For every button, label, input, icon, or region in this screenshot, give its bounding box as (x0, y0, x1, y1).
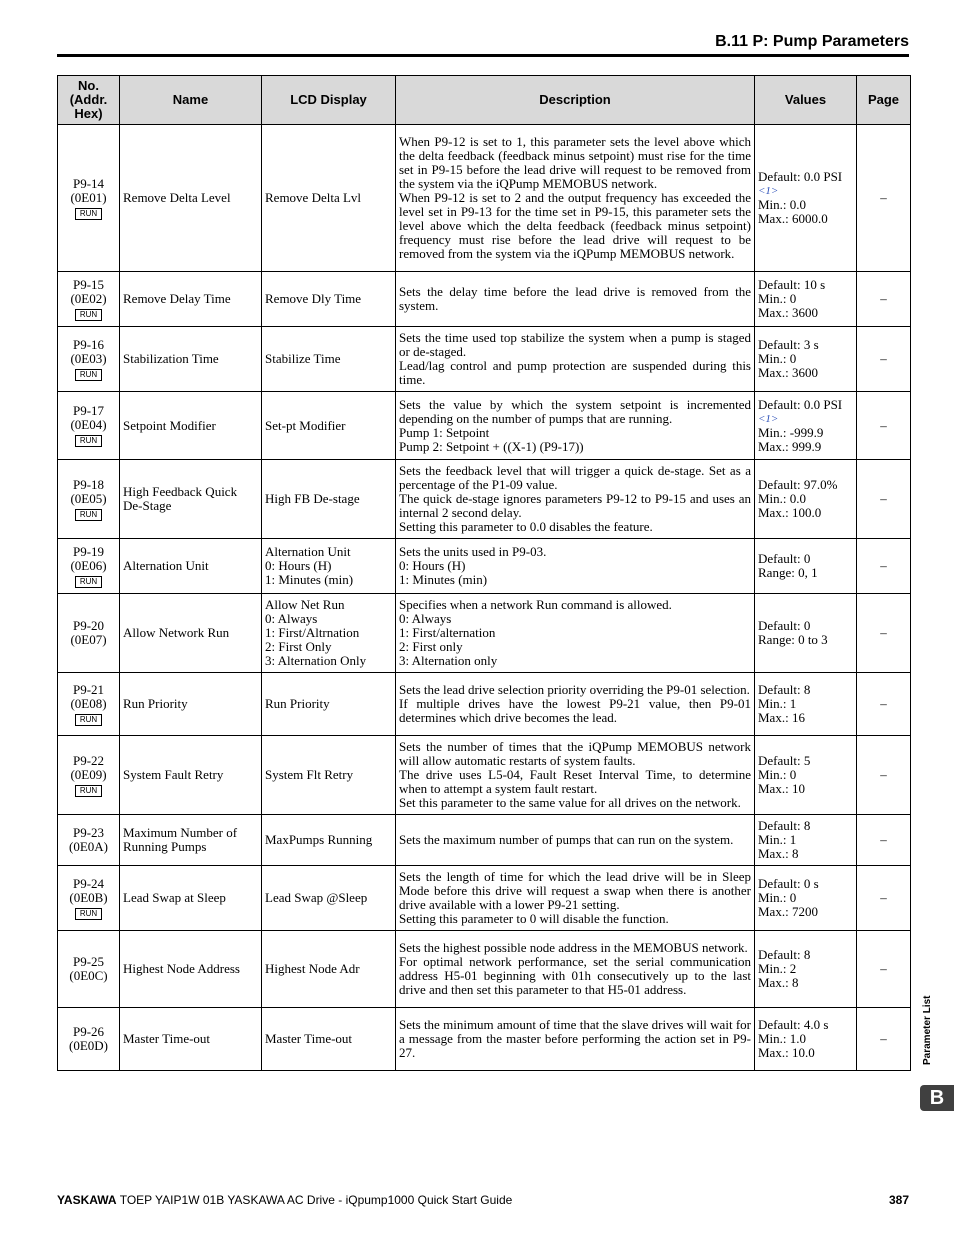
value-line: Default: 97.0% (758, 477, 838, 492)
description-line: Specifies when a network Run command is allowed. (399, 597, 672, 612)
description-line: When P9-12 is set to 2 and the output frequency has exceeded the level set in P9-13 for the time set in P9-15, this parameter sets the level above which the delta feedback (feedback minus setpoint) frequency must rise before the lead drive will request to be removed from the system via the iQPump MEMOBUS network. (399, 190, 751, 261)
page-cell (857, 460, 911, 539)
param-number-cell (58, 673, 120, 736)
param-name: Setpoint Modifier (123, 417, 216, 433)
param-name: Allow Network Run (123, 625, 230, 640)
lcd-line: 1: First/Altrnation (265, 625, 360, 640)
param-name-cell (120, 1008, 262, 1071)
param-number-cell (58, 392, 120, 460)
table-row (58, 931, 911, 1008)
value-line: Min.: 1.0 (758, 1031, 807, 1046)
table-row (58, 460, 911, 539)
page-cell (857, 1008, 911, 1071)
lcd-line: Remove Delta Lvl (265, 190, 362, 205)
lcd-line: 1: Minutes (min) (265, 572, 354, 587)
param-address: (0E09) (70, 766, 107, 782)
param-name-cell (120, 125, 262, 272)
table-header-row (58, 76, 911, 125)
description-line: The drive uses L5-04, Fault Reset Interval Time, to determine when to attempt a system fault restart. (399, 767, 751, 796)
param-address: (0E0A) (69, 839, 108, 854)
param-number-cell (58, 460, 120, 539)
lcd-line: Run Priority (265, 696, 330, 711)
param-number-cell (58, 1008, 120, 1071)
run-badge: RUN (75, 576, 102, 588)
lcd-display-cell (262, 594, 396, 673)
table-row (58, 815, 911, 866)
column-header-values: Values (755, 76, 857, 125)
param-number-cell (58, 736, 120, 815)
lcd-line: MaxPumps Running (265, 832, 373, 847)
param-number: P9-22 (72, 752, 105, 768)
value-line: Min.: 2 (758, 961, 797, 976)
run-badge: RUN (75, 435, 102, 447)
value-line: Range: 0, 1 (758, 565, 818, 580)
description-line: 1: Minutes (min) (399, 572, 488, 587)
run-badge: RUN (75, 369, 102, 381)
values-cell (755, 539, 857, 594)
description-line: Pump 2: Setpoint + ((X-1) (P9-17)) (399, 438, 584, 454)
page-cell (857, 125, 911, 272)
value-line: Default: 0 (758, 618, 811, 633)
lcd-line: Set-pt Modifier (265, 417, 346, 433)
param-number: P9-21 (72, 681, 105, 697)
description-cell (396, 673, 755, 736)
description-line: Sets the time used top stabilize the system when a pump is staged or de-staged. (399, 330, 751, 359)
lcd-line: Highest Node Adr (265, 961, 360, 976)
values-cell (755, 392, 857, 460)
run-badge: RUN (75, 309, 102, 321)
param-number: P9-26 (72, 1024, 105, 1039)
values-cell (755, 327, 857, 392)
lcd-display-cell (262, 815, 396, 866)
param-name-cell (120, 866, 262, 931)
lcd-display-cell (262, 392, 396, 460)
param-name-cell (120, 673, 262, 736)
lcd-display-cell (262, 272, 396, 327)
page-number: 387 (888, 1193, 909, 1207)
page-ref: – (880, 961, 887, 976)
run-badge: RUN (75, 208, 102, 220)
value-line: Range: 0 to 3 (758, 632, 828, 647)
lcd-line: Lead Swap @Sleep (265, 890, 368, 905)
param-number: P9-18 (72, 476, 105, 492)
value-line: Max.: 100.0 (758, 505, 822, 520)
lcd-display-cell (262, 327, 396, 392)
table-row (58, 736, 911, 815)
lcd-display-cell (262, 673, 396, 736)
title-rule (57, 54, 909, 57)
run-badge: RUN (75, 509, 102, 521)
param-name: Master Time-out (123, 1031, 211, 1046)
footnote-ref: <1> (758, 185, 779, 197)
lcd-line: System Flt Retry (265, 767, 354, 782)
page-ref: – (880, 832, 887, 847)
param-address: (0E0B) (69, 889, 108, 905)
description-cell (396, 272, 755, 327)
param-number: P9-25 (72, 954, 105, 969)
value-line: Default: 8 (758, 947, 811, 962)
lcd-display-cell (262, 866, 396, 931)
value-line: Default: 0.0 PSI (758, 396, 843, 412)
page-cell (857, 539, 911, 594)
param-number: P9-15 (72, 276, 105, 292)
param-number-cell (58, 272, 120, 327)
param-number: P9-14 (72, 175, 105, 191)
param-number: P9-23 (72, 825, 105, 840)
page-ref: – (880, 767, 887, 782)
value-line: Min.: 0 (758, 291, 797, 306)
description-cell (396, 539, 755, 594)
page-ref: – (880, 696, 887, 711)
param-number: P9-17 (72, 403, 105, 418)
lcd-line: 2: First Only (265, 639, 332, 654)
values-cell (755, 125, 857, 272)
description-cell (396, 594, 755, 673)
page-ref: – (880, 625, 887, 640)
description-line: 3: Alternation only (399, 653, 498, 668)
lcd-line: High FB De-stage (265, 491, 360, 506)
value-line: Default: 0 s (758, 876, 819, 891)
value-line: Max.: 10 (758, 781, 805, 796)
description-cell (396, 866, 755, 931)
value-line: Max.: 6000.0 (758, 211, 828, 226)
page-cell (857, 931, 911, 1008)
table-body (58, 125, 911, 1071)
description-line: Set this parameter to the same value for all drives on the network. (399, 795, 741, 810)
param-address: (0E08) (70, 695, 107, 711)
footer-doc-title: TOEP YAIP1W 01B YASKAWA AC Drive - iQpump1000 Quick Start Guide (119, 1193, 513, 1207)
description-line: Sets the feedback level that will trigger a quick de-stage. Set as a percentage of the P1-09 value. (399, 463, 751, 492)
value-line: Max.: 8 (758, 975, 799, 990)
param-name: Remove Delta Level (123, 190, 231, 205)
value-line: Default: 0.0 PSI (758, 169, 843, 184)
appendix-tab[interactable]: B (920, 1085, 954, 1111)
param-name: Maximum Number of Running Pumps (123, 825, 238, 854)
description-line: If multiple drives have the lowest P9-21 value, then P9-01 determines which drive becomes the lead. (399, 696, 751, 725)
run-badge: RUN (75, 785, 102, 797)
param-address: (0E06) (70, 557, 107, 573)
footer-doc (57, 1193, 512, 1207)
column-header-no: No. (Addr. Hex) (58, 76, 120, 125)
lcd-line: 0: Always (265, 611, 318, 626)
param-name-cell (120, 460, 262, 539)
value-line: Max.: 7200 (758, 904, 818, 919)
page-ref: – (880, 291, 887, 306)
param-name: Run Priority (123, 696, 188, 711)
description-line: 0: Hours (H) (399, 558, 466, 573)
page-ref: – (880, 417, 887, 433)
param-number-cell (58, 539, 120, 594)
description-cell (396, 327, 755, 392)
table-row (58, 866, 911, 931)
param-name: High Feedback Quick De-Stage (123, 484, 238, 513)
description-line: Sets the number of times that the iQPump MEMOBUS network will allow automatic restarts of system faults. (399, 739, 751, 768)
column-header-page: Page (857, 76, 911, 125)
param-name: Alternation Unit (123, 558, 209, 573)
page-cell (857, 327, 911, 392)
value-line: Max.: 3600 (758, 365, 818, 380)
value-line: Default: 10 s (758, 277, 826, 292)
section-title: B.11 P: Pump Parameters (715, 33, 909, 50)
description-line: Setting this parameter to 0 will disable the function. (399, 911, 669, 926)
value-line: Default: 4.0 s (758, 1017, 829, 1032)
table-row (58, 392, 911, 460)
value-line: Min.: 1 (758, 696, 797, 711)
value-line: Min.: 1 (758, 832, 797, 847)
lcd-line: 3: Alternation Only (265, 653, 367, 668)
page-cell (857, 673, 911, 736)
values-cell (755, 736, 857, 815)
description-line: Sets the length of time for which the lead drive will be in Sleep Mode before this drive will request a swap when there is another drive available with a lower P9-21 setting. (399, 869, 751, 912)
lcd-display-cell (262, 460, 396, 539)
value-line: Max.: 999.9 (758, 438, 822, 454)
param-address: (0E02) (70, 290, 107, 306)
table-row (58, 594, 911, 673)
table-row (58, 539, 911, 594)
page-ref: – (880, 351, 887, 366)
param-name-cell (120, 327, 262, 392)
description-cell (396, 931, 755, 1008)
page-ref: – (880, 890, 887, 905)
description-line: Sets the maximum number of pumps that can run on the system. (399, 832, 734, 847)
description-line: Sets the units used in P9-03. (399, 544, 547, 559)
footer-brand: YASKAWA (57, 1193, 117, 1207)
value-line: Max.: 8 (758, 846, 799, 861)
param-number-cell (58, 125, 120, 272)
param-name: Lead Swap at Sleep (123, 890, 226, 905)
param-name: Highest Node Address (123, 961, 240, 976)
values-cell (755, 673, 857, 736)
lcd-line: Remove Dly Time (265, 291, 362, 306)
value-line: Min.: 0 (758, 890, 797, 905)
lcd-line: Stabilize Time (265, 351, 341, 366)
table-row (58, 673, 911, 736)
page-cell (857, 594, 911, 673)
description-line: The quick de-stage ignores parameters P9-12 to P9-15 and uses an internal 2 second delay. (399, 491, 751, 520)
value-line: Min.: 0 (758, 351, 797, 366)
column-header-lcd: LCD Display (262, 76, 396, 125)
page-cell (857, 736, 911, 815)
lcd-line: Alternation Unit (265, 544, 351, 559)
lcd-display-cell (262, 931, 396, 1008)
value-line: Default: 0 (758, 551, 811, 566)
page-ref: – (880, 558, 887, 573)
description-line: When P9-12 is set to 1, this parameter sets the level above which the delta feedback (feedback minus setpoint) must rise for the time set in P9-15 before the lead drive will request to be removed from the system via the iQPump MEMOBUS network. (399, 134, 751, 191)
param-name: Remove Delay Time (123, 291, 231, 306)
description-line: 2: First only (399, 639, 463, 654)
value-line: Max.: 16 (758, 710, 805, 725)
param-number-cell (58, 815, 120, 866)
page-ref: – (880, 190, 887, 205)
page-cell (857, 392, 911, 460)
values-cell (755, 460, 857, 539)
param-name-cell (120, 272, 262, 327)
description-line: Pump 1: Setpoint (399, 424, 490, 440)
value-line: Min.: -999.9 (758, 424, 824, 440)
param-name-cell (120, 392, 262, 460)
page-ref: – (880, 1031, 887, 1046)
lcd-display-cell (262, 736, 396, 815)
lcd-display-cell (262, 539, 396, 594)
value-line: Min.: 0 (758, 767, 797, 782)
description-cell (396, 125, 755, 272)
lcd-line: Allow Net Run (265, 597, 345, 612)
footnote-ref: <1> (758, 412, 779, 425)
column-header-name: Name (120, 76, 262, 125)
page-cell (857, 272, 911, 327)
description-line: Sets the lead drive selection priority overriding the P9-01 selection. (399, 682, 750, 697)
page-cell (857, 815, 911, 866)
page-cell (857, 866, 911, 931)
parameter-table (57, 75, 911, 1071)
param-address: (0E04) (70, 417, 107, 432)
value-line: Max.: 10.0 (758, 1045, 815, 1060)
description-line: 0: Always (399, 611, 452, 626)
description-line: Sets the highest possible node address in the MEMOBUS network. (399, 940, 748, 955)
description-cell (396, 815, 755, 866)
lcd-line: 0: Hours (H) (265, 558, 332, 573)
table-row (58, 272, 911, 327)
description-line: Sets the delay time before the lead drive is removed from the system. (399, 284, 751, 313)
table-row (58, 125, 911, 272)
param-number-cell (58, 327, 120, 392)
description-cell (396, 392, 755, 460)
description-cell (396, 1008, 755, 1071)
value-line: Default: 8 (758, 682, 811, 697)
param-name-cell (120, 931, 262, 1008)
param-address: (0E0D) (69, 1038, 108, 1053)
table-row (58, 327, 911, 392)
page-ref: – (880, 491, 887, 506)
param-address: (0E0C) (69, 968, 108, 983)
value-line: Max.: 3600 (758, 305, 818, 320)
param-number-cell (58, 594, 120, 673)
value-line: Default: 3 s (758, 337, 819, 352)
param-name-cell (120, 736, 262, 815)
values-cell (755, 1008, 857, 1071)
lcd-line: Master Time-out (265, 1031, 353, 1046)
description-line: For optimal network performance, set the serial communication address H5-01 beginning with 01h consecutively up to the last drive and then set this parameter to that H5-01 address. (399, 954, 751, 997)
table-row (58, 1008, 911, 1071)
description-line: Lead/lag control and pump protection are suspended during this time. (399, 358, 751, 387)
param-name-cell (120, 815, 262, 866)
description-line: 1: First/alternation (399, 625, 496, 640)
param-name-cell (120, 594, 262, 673)
param-address: (0E01) (70, 189, 107, 205)
description-line: Sets the value by which the system setpoint is incremented depending on the number of pumps that are running. (399, 396, 751, 426)
lcd-display-cell (262, 125, 396, 272)
run-badge: RUN (75, 714, 102, 726)
param-number: P9-24 (72, 875, 105, 891)
side-label: Parameter List (922, 995, 933, 1065)
param-number: P9-16 (72, 336, 105, 352)
param-address: (0E07) (70, 632, 107, 647)
values-cell (755, 815, 857, 866)
value-line: Min.: 0.0 (758, 197, 807, 212)
description-cell (396, 460, 755, 539)
param-name: Stabilization Time (123, 351, 219, 366)
values-cell (755, 594, 857, 673)
param-name: System Fault Retry (123, 767, 224, 782)
description-line: Setting this parameter to 0.0 disables the feature. (399, 519, 653, 534)
value-line: Min.: 0.0 (758, 491, 807, 506)
value-line: Default: 8 (758, 818, 811, 833)
param-name-cell (120, 539, 262, 594)
run-badge: RUN (75, 908, 102, 920)
param-number-cell (58, 866, 120, 931)
values-cell (755, 866, 857, 931)
column-header-description: Description (396, 76, 755, 125)
param-number: P9-19 (72, 543, 105, 559)
value-line: Default: 5 (758, 753, 811, 768)
values-cell (755, 931, 857, 1008)
param-number: P9-20 (72, 618, 105, 633)
description-cell (396, 736, 755, 815)
values-cell (755, 272, 857, 327)
description-line: Sets the minimum amount of time that the slave drives will wait for a message from the master before performing the action set in P9-27. (399, 1017, 751, 1060)
param-address: (0E03) (70, 350, 107, 366)
param-address: (0E05) (70, 490, 107, 506)
param-number-cell (58, 931, 120, 1008)
lcd-display-cell (262, 1008, 396, 1071)
